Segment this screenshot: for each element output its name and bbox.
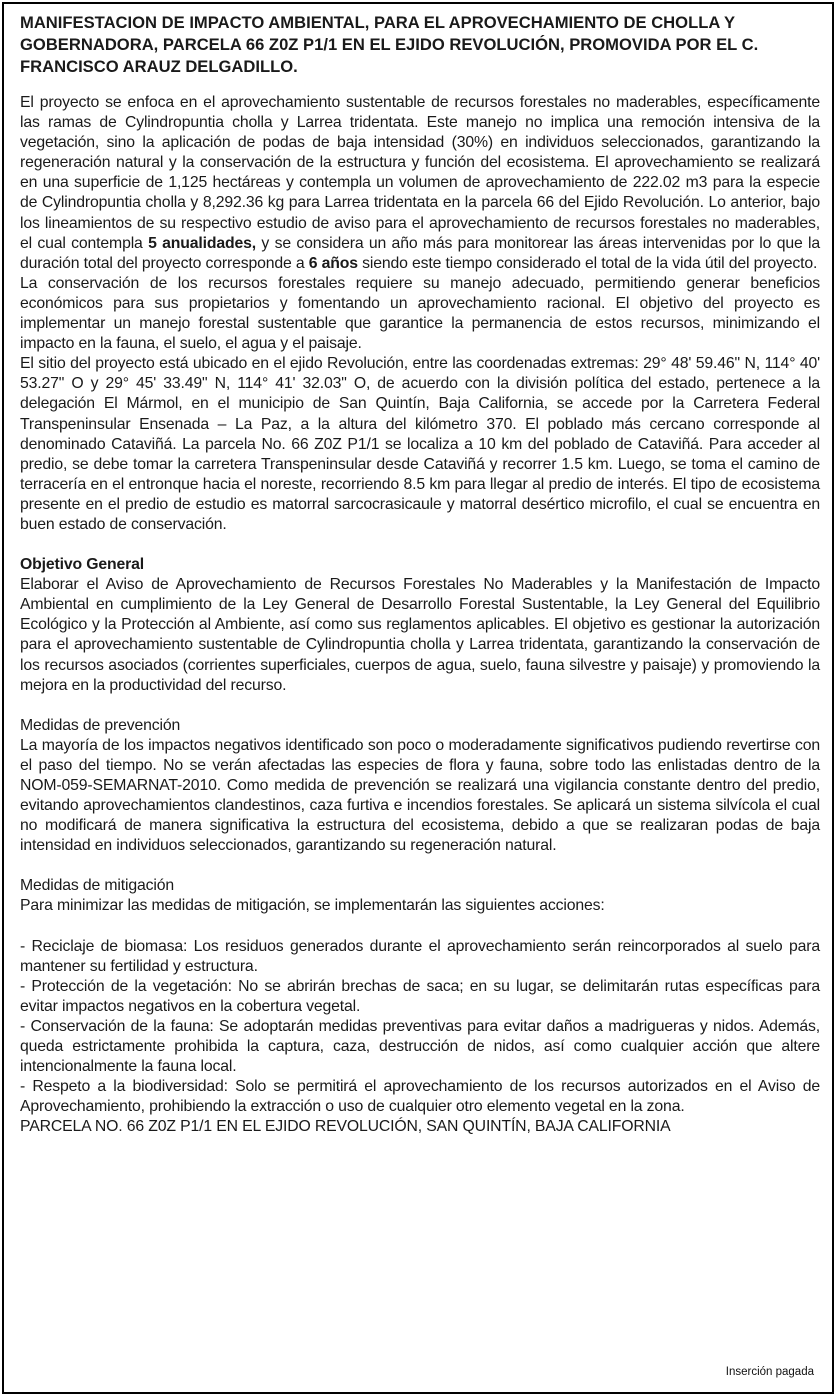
list-item: - Respeto a la biodiversidad: Solo se permitirá el aprovechamiento de los recursos autorizados en el Aviso de Aprovechamiento, prohibiendo la extracción o uso de cualquier otro elemento vegetal en la zona. (20, 1078, 820, 1116)
prevencion-heading: Medidas de prevención (20, 716, 181, 734)
intro-paragraph-3: El sitio del proyecto está ubicado en el ejido Revolución, entre las coordenadas extremas: 29° 48' 59.46" N, 114° 40' 53.27" O y 29° 45' 33.49" N, 114° 41' 32.03" O, de acuerdo con la división política del estado, pertenece a la delegación El Mármol, en el municipio de San Quintín, Baja California, se accede por la Carretera Federal Transpeninsular Ensenada – La Paz, a la altura del kilómetro 370. El poblado más cercano corresponde al denominado Cataviñá. La parcela No. 66 Z0Z P1/1 se localiza a 10 km del poblado de Cataviñá. Para acceder al predio, se debe tomar la carretera Transpeninsular desde Cataviñá y recorrer 1.5 km. Luego, se toma el camino de terracería en el entronque hacia el noreste, recorriendo 8.5 km para llegar al predio de interés. El tipo de ecosistema presente en el predio de estudio es matorral sarcocrasicaule y matorral desértico microfilo, el cual se encuentra en buen estado de conservación. (20, 355, 820, 533)
intro-text-c: siendo este tiempo considerado el total de la vida útil del proyecto. (357, 254, 818, 272)
list-item: - Conservación de la fauna: Se adoptarán medidas preventivas para evitar daños a madrigueras y nidos. Además, queda estrictamente prohibida la captura, caza, destrucción de nidos, así como cualquier acción que altere intencionalmente la fauna local. (20, 1017, 820, 1076)
paid-insertion-label: Inserción pagada (725, 1366, 814, 1378)
intro-paragraph-2: La conservación de los recursos forestales requiere su manejo adecuado, permitiendo generar beneficios económicos para sus propietarios y fomentando un aprovechamiento racional. El objetivo del proyecto es implementar un manejo forestal sustentable que garantice la permanencia de estos recursos, minimizando el impacto en la fauna, el suelo, el agua y el paisaje. (20, 274, 820, 353)
spacer (20, 696, 820, 716)
mitigacion-intro: Para minimizar las medidas de mitigación, se implementarán las siguientes acciones: (20, 897, 605, 915)
intro-text-a: El proyecto se enfoca en el aprovechamiento sustentable de recursos forestales no maderables, específicamente las ramas de Cylindropuntia cholla y Larrea tridentata. Este manejo no implica una remoción intensiva de la vegetación, sino la aplicación de podas de baja intensidad (30%) en individuos seleccionados, garantizando la regeneración natural y la conservación de la estructura y función del ecosistema. El aprovechamiento se realizará en una superficie de 1,125 hectáreas y contempla un volumen de aprovechamiento de 222.02 m3 para la especie de Cylindropuntia cholla y 8,292.36 kg para Larrea tridentata en la parcela 66 del Ejido Revolución. Lo anterior, bajo los lineamientos de su respectivo estudio de aviso para el aprovechamiento de recursos forestales no maderables, el cual contempla (20, 94, 820, 252)
objetivo-paragraph: Elaborar el Aviso de Aprovechamiento de Recursos Forestales No Maderables y la Manifestación de Impacto Ambiental en cumplimiento de la Ley General de Desarrollo Forestal Sustentable, la Ley General del Equilibrio Ecológico y la Protección al Ambiente, así como sus reglamentos aplicables. El objetivo es gestionar la autorización para el aprovechamiento sustentable de Cylindropuntia cholla y Larrea tridentata, garantizando la conservación de los recursos asociados (corrientes superficiales, cuerpos de agua, suelo, fauna silvestre y paisaje) y promoviendo la mejora en la productividad del recurso. (20, 576, 820, 694)
spacer (20, 917, 820, 937)
spacer (20, 535, 820, 555)
intro-text-b: y se considera un año más para monitorear las áreas intervenidas por lo que la duración total del proyecto corresponde a (20, 234, 820, 272)
list-item: - Protección de la vegetación: No se abrirán brechas de saca; en su lugar, se delimitarán rutas específicas para evitar impactos negativos en la cobertura vegetal. (20, 977, 820, 1015)
intro-bold-anualidades: 5 anualidades, (148, 234, 257, 252)
objetivo-heading: Objetivo General (20, 556, 145, 574)
list-item: - Reciclaje de biomasa: Los residuos generados durante el aprovechamiento serán reincorporados al suelo para mantener su fertilidad y estructura. (20, 937, 820, 975)
notice-title: MANIFESTACION DE IMPACTO AMBIENTAL, PARA EL APROVECHAMIENTO DE CHOLLA Y GOBERNADORA, PARCELA 66 Z0Z P1/1 EN EL EJIDO REVOLUCIÓN, PROMOVIDA POR EL C. FRANCISCO ARAUZ DELGADILLO. (20, 13, 759, 76)
intro-paragraph-1 (20, 93, 820, 274)
spacer (20, 856, 820, 876)
location-footer: PARCELA NO. 66 Z0Z P1/1 EN EL EJIDO REVOLUCIÓN, SAN QUINTÍN, BAJA CALIFORNIA (20, 1118, 671, 1136)
intro-bold-anos: 6 años (308, 254, 358, 272)
notice-body (20, 12, 820, 1138)
prevencion-paragraph: La mayoría de los impactos negativos identificado son poco o moderadamente significativos pudiendo revertirse con el paso del tiempo. No se verán afectadas las especies de flora y fauna, sobre todo las enlistadas dentro de la NOM-059-SEMARNAT-2010. Como medida de prevención se realizará una vigilancia constante dentro del predio, evitando aprovechamientos clandestinos, caza furtiva e incendios forestales. Se aplicará un sistema silvícola el cual no modificará de manera significativa la estructura del ecosistema, debido a que se realizaran podas de baja intensidad en individuos seleccionados, garantizando su regeneración natural. (20, 736, 820, 855)
mitigacion-heading: Medidas de mitigación (20, 877, 175, 895)
